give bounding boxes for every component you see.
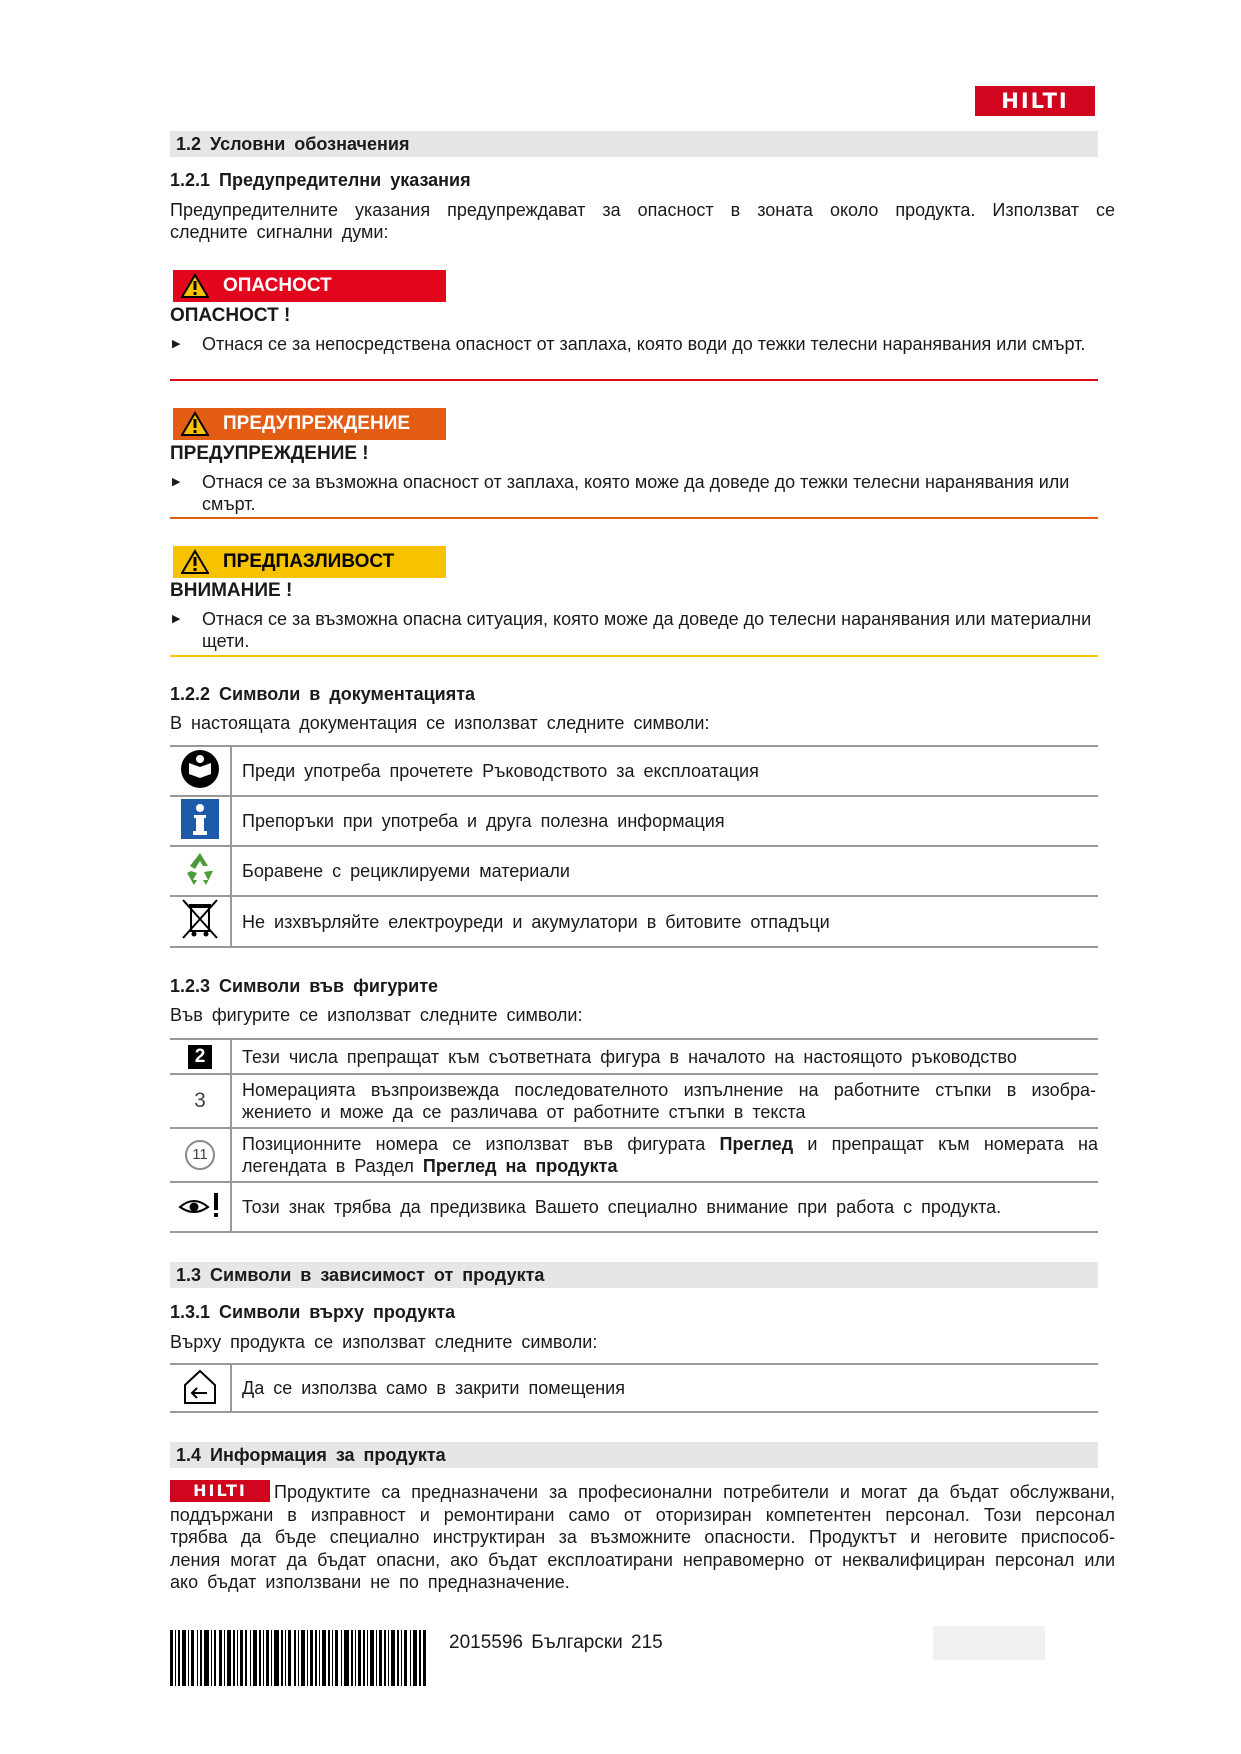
indoor-use-icon — [180, 1367, 220, 1405]
figure-number-icon: 2 — [188, 1045, 212, 1069]
signal-caution-text: ▶ Отнася се за възможна опасна ситуация, която може да доведе до телесни наранявания или материални щети. — [172, 609, 1092, 651]
signal-danger-heading: ОПАСНОСТ ! — [170, 305, 291, 326]
warning-triangle-icon — [181, 273, 209, 299]
section-heading-1-3: 1.3 Символи в зависимост от продукта — [170, 1262, 1098, 1288]
warning-triangle-icon — [181, 411, 209, 437]
symbol-description: Номерацията възпроизвежда последователното изпълнение на работните стъпки в изобра-жението и може да се различава от работните стъпки в текста — [231, 1074, 1098, 1128]
crossed-bin-icon — [180, 897, 220, 941]
bullet-icon: ▶ — [172, 338, 181, 350]
table-row — [170, 846, 1098, 896]
figure-symbols-intro: Във фигурите се използват следните символи: — [170, 1005, 583, 1025]
divider — [170, 379, 1098, 381]
footer-placeholder-box — [933, 1626, 1045, 1660]
step-number-icon: 3 — [194, 1089, 206, 1112]
divider — [170, 655, 1098, 657]
doc-symbols-intro: В настоящата документация се използват следните символи: — [170, 713, 710, 733]
symbol-description: Да се използва само в закрити помещения — [231, 1364, 1098, 1412]
table-row — [170, 1074, 1098, 1128]
symbol-description: Преди употреба прочетете Ръководството за експлоатация — [231, 746, 1098, 796]
doc-symbols-table — [170, 745, 1098, 948]
hilti-logo: HILTI — [975, 86, 1095, 116]
signal-warning-text: ▶ Отнася се за възможна опасност от заплаха, която може да доведе до тежки телесни наранявания или смърт. — [172, 472, 1070, 514]
footer-page-info: 2015596 Български 215 — [449, 1632, 663, 1653]
table-row — [170, 1039, 1098, 1074]
symbol-description: Препоръки при употреба и друга полезна информация — [231, 796, 1098, 846]
symbol-description: Не изхвърляйте електроуреди и акумулатори в битовите отпадъци — [231, 896, 1098, 947]
recycle-icon — [180, 849, 220, 889]
info-icon — [181, 799, 219, 839]
subsection-heading-1-2-3: 1.2.3 Символи във фигурите — [170, 976, 439, 996]
barcode-icon — [170, 1630, 426, 1686]
table-row — [170, 896, 1098, 947]
table-row — [170, 796, 1098, 846]
position-number-icon: 11 — [185, 1140, 215, 1170]
table-row — [170, 1364, 1098, 1412]
bullet-icon: ▶ — [172, 476, 181, 488]
signal-warning-heading: ПРЕДУПРЕЖДЕНИЕ ! — [170, 443, 369, 464]
subsection-heading-1-3-1: 1.3.1 Символи върху продукта — [170, 1302, 456, 1322]
product-symbols-intro: Върху продукта се използват следните символи: — [170, 1332, 598, 1352]
attention-eye-icon — [178, 1191, 222, 1219]
section-heading-1-2: 1.2 Условни обозначения — [170, 131, 1098, 157]
divider — [170, 517, 1098, 519]
table-row — [170, 746, 1098, 796]
figure-symbols-table — [170, 1038, 1098, 1233]
signal-warning-banner: ПРЕДУПРЕЖДЕНИЕ — [173, 408, 446, 440]
subsection-heading-1-2-1: 1.2.1 Предупредителни указания — [170, 170, 471, 190]
table-row — [170, 1128, 1098, 1182]
read-manual-icon — [180, 749, 220, 789]
subsection-heading-1-2-2: 1.2.2 Символи в документацията — [170, 684, 476, 704]
warnings-intro: Предупредителните указания предупреждават за опасност в зоната около продукта. Използват се следните сигнални думи: — [170, 200, 1115, 242]
product-info-text: Продуктите са предназначени за професионални потребители и могат да бъдат обслужвани, поддържани в изправност и ремонтирани само от оторизиран компетентен персонал. Този персонал трябва да бъде специално инструктиран за възможните опасности. Продуктът и неговите приспособ-ления могат да бъдат опасни, ако бъдат експлоатирани неправомерно от неквалифициран персонал или ако бъдат използвани не по предназначение. — [170, 1482, 1115, 1592]
symbol-description: Позиционните номера се използват във фигурата Преглед и препращат към номерата на легендата в Раздел Преглед на продукта — [231, 1128, 1098, 1182]
table-row — [170, 1182, 1098, 1232]
symbol-description: Този знак трябва да предизвика Вашето специално внимание при работа с продукта. — [231, 1182, 1098, 1232]
section-heading-1-4: 1.4 Информация за продукта — [170, 1442, 1098, 1468]
product-symbols-table — [170, 1363, 1098, 1413]
signal-caution-banner: ПРЕДПАЗЛИВОСТ — [173, 546, 446, 578]
symbol-description: Тези числа препращат към съответната фигура в началото на настоящото ръководство — [231, 1039, 1098, 1074]
warning-triangle-icon — [181, 549, 209, 575]
signal-danger-text: ▶ Отнася се за непосредствена опасност от заплаха, която води до тежки телесни наранявания или смърт. — [172, 334, 1086, 354]
symbol-description: Боравене с рециклируеми материали — [231, 846, 1098, 896]
bullet-icon: ▶ — [172, 613, 181, 625]
hilti-logo-inline: HILTI — [170, 1480, 270, 1502]
signal-danger-banner: ОПАСНОСТ — [173, 270, 446, 302]
signal-caution-heading: ВНИМАНИЕ ! — [170, 580, 293, 601]
